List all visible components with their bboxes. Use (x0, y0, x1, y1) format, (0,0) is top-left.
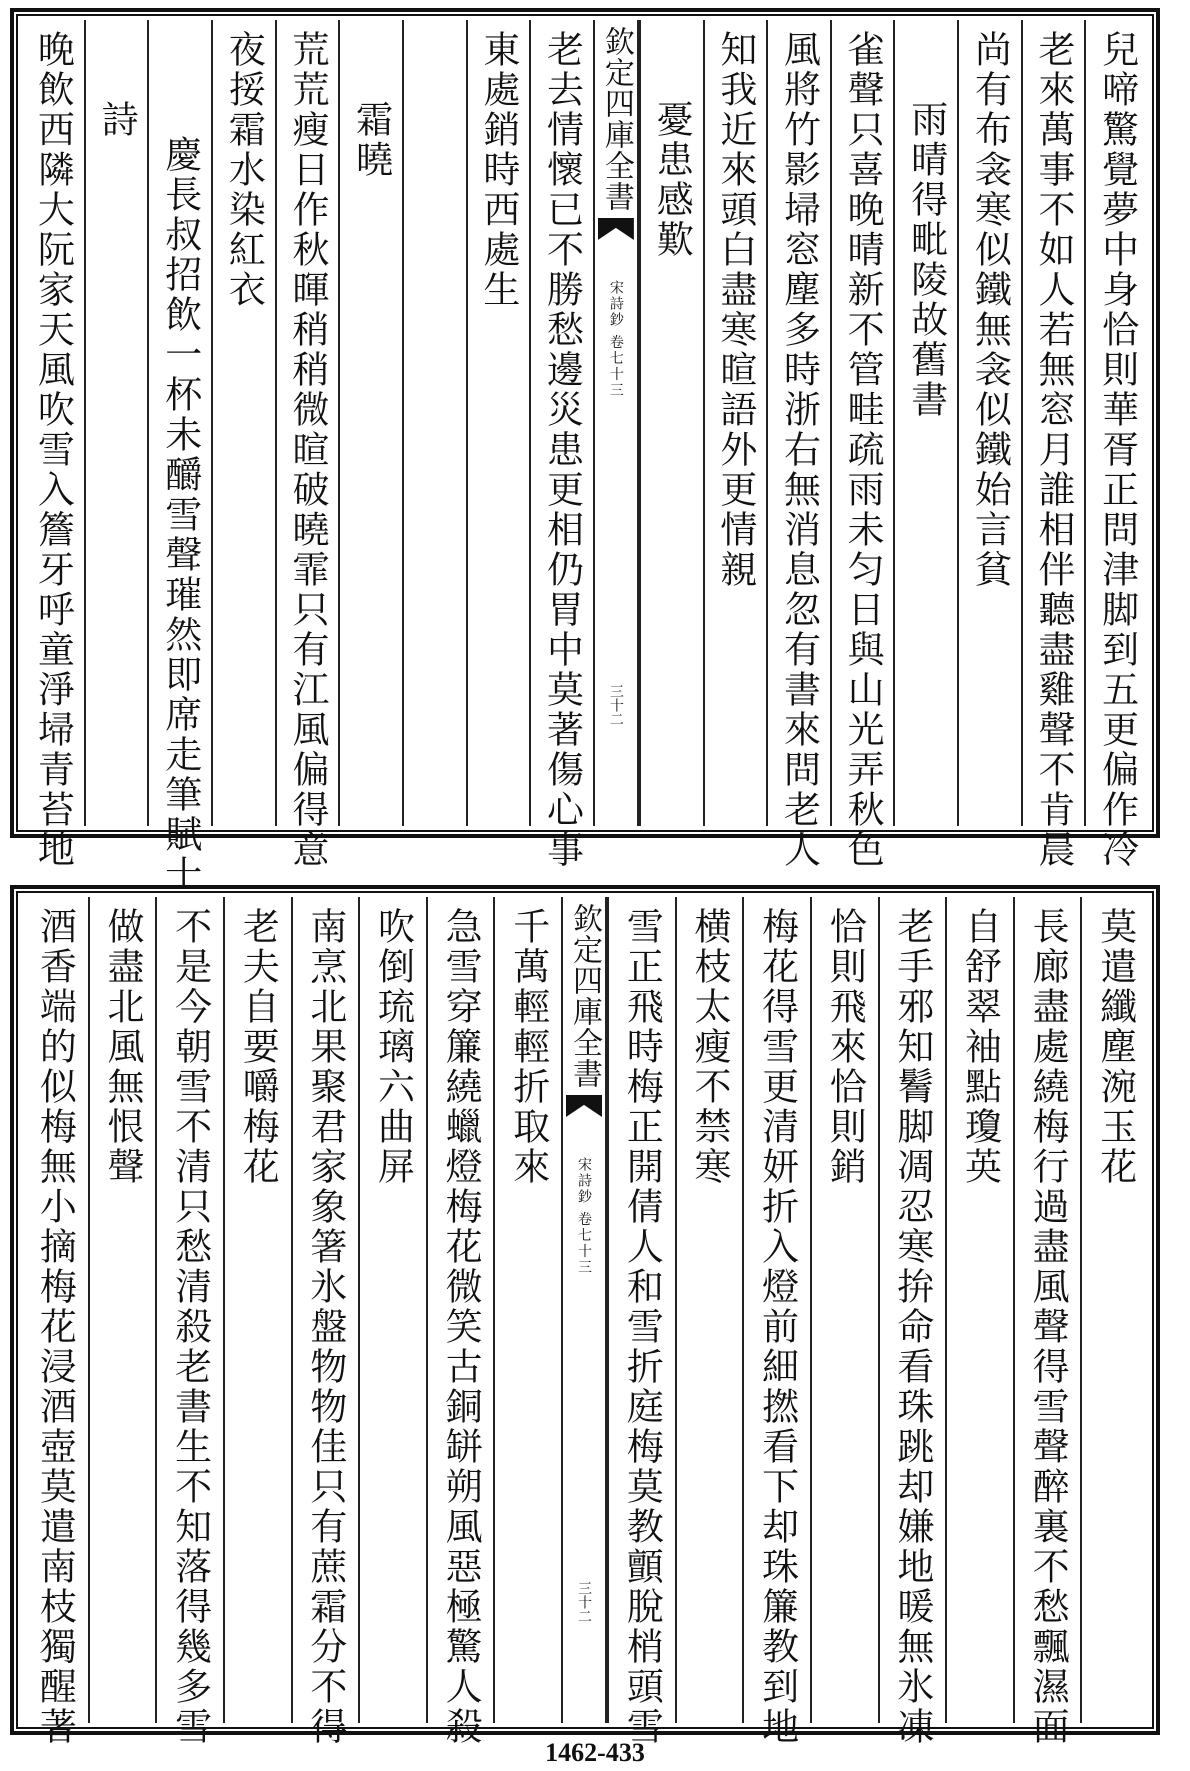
fish-tail-mark-icon (598, 218, 634, 240)
poem-title: 詩 (95, 100, 139, 140)
text-column (291, 897, 359, 1747)
column-text: 急雪穿簾繞蠟燈梅花微笑古銅缾朔風惡極驚人殺 (439, 907, 483, 1747)
banxin-page-number: 三十二 (607, 684, 624, 726)
banxin-page-number: 三十二 (576, 1581, 592, 1623)
text-column (88, 897, 156, 1723)
text-column (945, 897, 1013, 1723)
top-columns (22, 20, 1148, 895)
text-column (742, 897, 810, 1747)
column-text: 千萬輕輕折取來 (506, 907, 550, 1187)
text-column (957, 20, 1021, 826)
text-column (529, 20, 593, 870)
column-text: 尚有布衾寒似鐵無衾似鐵始言貧 (968, 30, 1012, 590)
column-text: 兒啼驚覺夢中身恰則華胥正問津脚到五更偏作冷 (1095, 30, 1139, 870)
column-text: 荒荒瘦日作秋暉稍稍微暄破曉霏只有江風偏得意 (285, 30, 329, 870)
text-column (639, 20, 703, 826)
text-column (1084, 20, 1148, 870)
column-text: 老夫自要嚼梅花 (236, 907, 280, 1187)
text-column (810, 897, 878, 1723)
column-text: 晚飲西隣大阮家天風吹雪入簷牙呼童淨埽青苔地 (31, 30, 75, 870)
column-text: 梅花得雪更清妍折入燈前細撚看下却珠簾教到地 (755, 907, 799, 1747)
text-column (766, 20, 830, 870)
bottom-page (10, 885, 1160, 1747)
text-column (703, 20, 767, 826)
text-column (22, 897, 88, 1747)
column-text: 夜挼霜水染紅衣 (222, 30, 266, 310)
text-column (878, 897, 946, 1747)
banxin-subtitle: 宋詩鈔 卷七十三 (607, 280, 624, 399)
column-text: 横枝太瘦不禁寒 (687, 907, 731, 1187)
text-column (1021, 20, 1085, 870)
text-column (338, 20, 402, 826)
column-text: 老去情懷已不勝愁邊災患更相仍胃中莫著傷心事 (540, 30, 584, 870)
text-column (211, 20, 275, 826)
column-text: 南烹北果聚君家象箸氷盤物物佳只有蔗霜分不得 (303, 907, 347, 1747)
text-column (466, 20, 530, 826)
column-text: 東處銷時西處生 (476, 30, 520, 310)
poem-title: 霜曉 (349, 100, 393, 180)
banxin-subtitle: 宋詩鈔 卷七十三 (576, 1157, 592, 1276)
column-text: 老來萬事不如人若無窓月誰相伴聽盡雞聲不肯晨 (1032, 30, 1076, 870)
text-column (1080, 897, 1148, 1723)
top-page (10, 8, 1160, 895)
text-column (358, 897, 426, 1723)
bottom-columns (22, 897, 1148, 1747)
poem-title: 雨晴得毗陵故舊書 (904, 100, 948, 420)
column-text: 雀聲只喜晚晴新不管畦疏雨未匀日與山光弄秋色 (841, 30, 885, 870)
banxin-center-strip (561, 897, 607, 1723)
text-column (402, 20, 466, 826)
column-text: 不是今朝雪不清只愁清殺老書生不知落得幾多雪 (168, 907, 212, 1747)
column-text: 風將竹影埽窓塵多時浙右無消息忽有書來問老人 (777, 30, 821, 870)
banxin-title: 欽定四庫全書 (598, 26, 634, 212)
text-column (830, 20, 894, 870)
text-column (607, 897, 675, 1747)
column-text: 吹倒琉璃六曲屏 (371, 907, 415, 1187)
text-column (275, 20, 339, 870)
text-column (675, 897, 743, 1723)
text-column (1013, 897, 1081, 1747)
column-text: 恰則飛來恰則銷 (823, 907, 867, 1187)
text-column (84, 20, 148, 826)
poem-title: 慶長叔招飲一杯未釂雪聲璀然即席走筆賦十 (158, 135, 202, 895)
footer-page-number: 1462-433 (545, 1738, 645, 1767)
banxin-center-strip (593, 20, 639, 826)
column-text: 酒香端的似梅無小摘梅花浸酒壺莫遣南枝獨醒著 (33, 907, 77, 1747)
text-column (223, 897, 291, 1723)
text-column (493, 897, 561, 1723)
banxin-title: 欽定四庫全書 (567, 903, 602, 1089)
poem-title: 憂患感歎 (650, 100, 694, 260)
text-column (147, 20, 211, 895)
column-text: 知我近來頭白盡寒暄語外更情親 (713, 30, 757, 590)
text-column (22, 20, 84, 870)
fish-tail-mark-icon (566, 1095, 602, 1117)
column-text: 自舒翠袖點瓊英 (958, 907, 1002, 1187)
column-text: 莫遣纖塵涴玉花 (1093, 907, 1137, 1187)
text-column (426, 897, 494, 1747)
text-column (893, 20, 957, 826)
text-column (155, 897, 223, 1747)
column-text: 老手邪知鬌脚凋忍寒拚命看珠跳却嫌地暖無氷凍 (890, 907, 934, 1747)
column-text: 長廊盡處繞梅行過盡風聲得雪聲醉裏不愁飄濕面 (1026, 907, 1070, 1747)
column-text: 做盡北風無恨聲 (100, 907, 144, 1187)
column-text: 雪正飛時梅正開倩人和雪折庭梅莫教顫脫梢頭雪 (620, 907, 664, 1747)
